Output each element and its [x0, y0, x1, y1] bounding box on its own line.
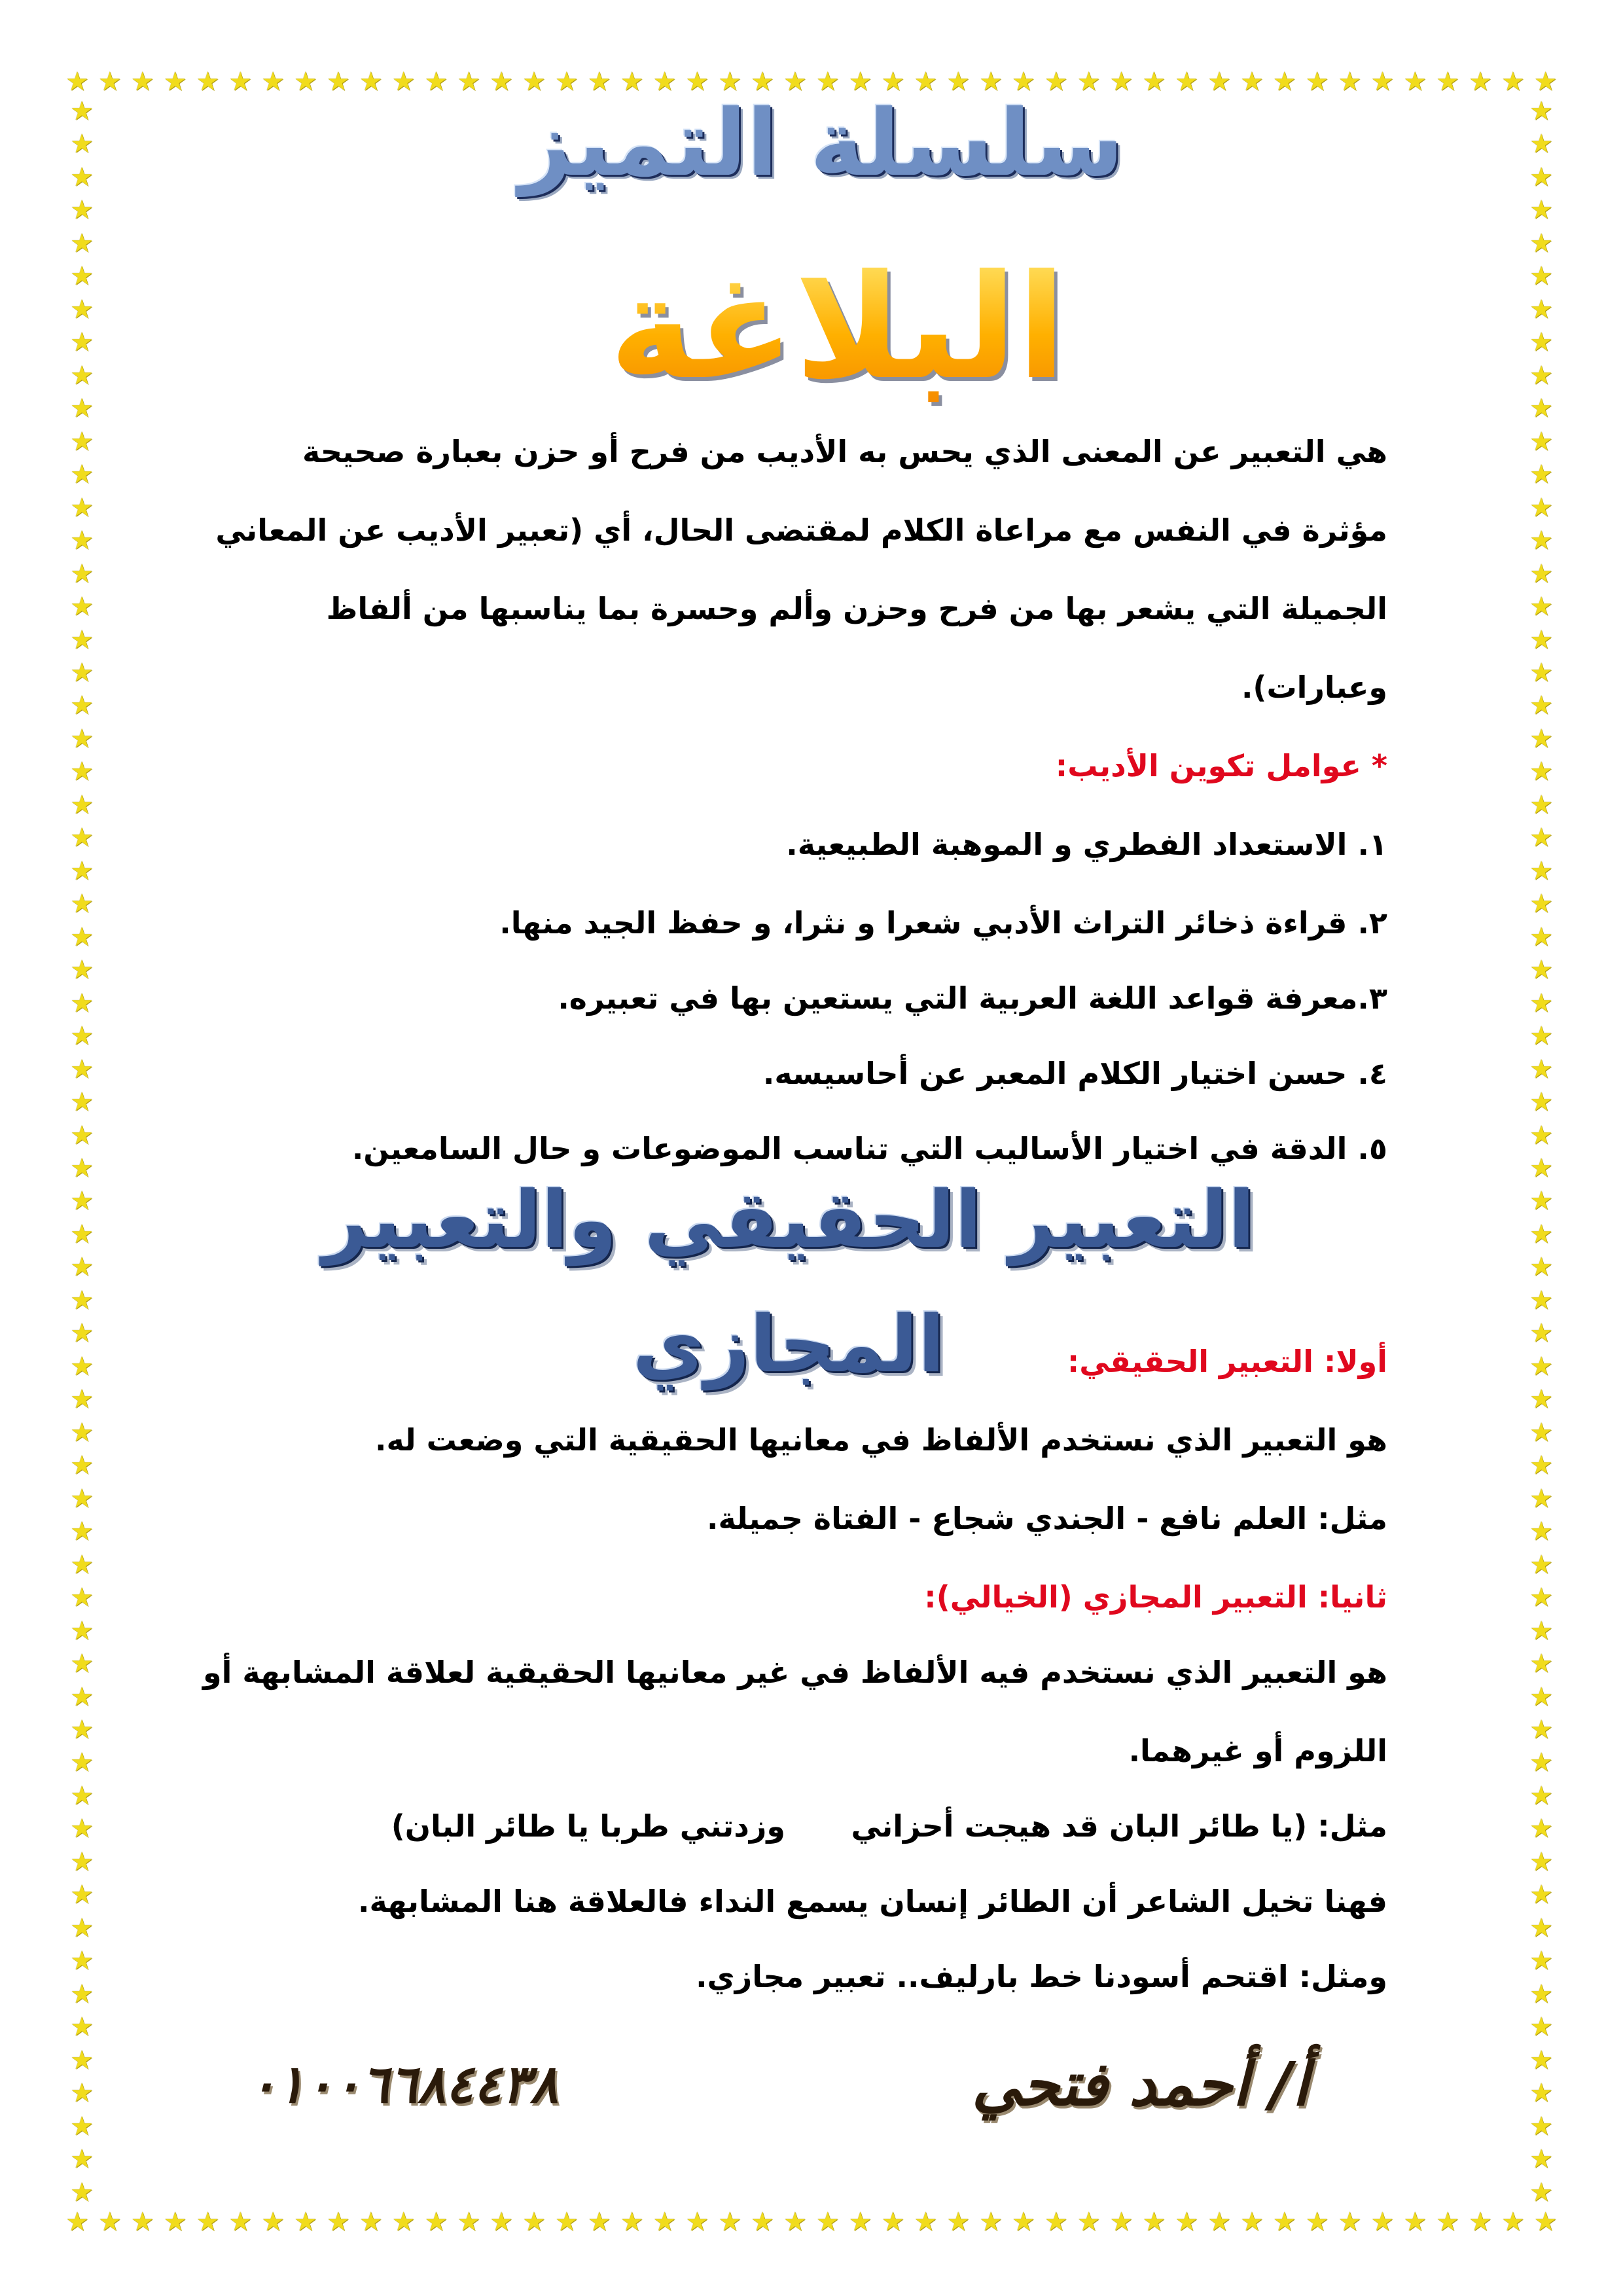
- star-icon: ★: [1529, 1780, 1553, 1811]
- star-icon: ★: [1142, 67, 1166, 97]
- star-icon: ★: [70, 1583, 94, 1613]
- star-icon: ★: [261, 67, 285, 97]
- section-title: التعبير الحقيقي والتعبير المجازي: [322, 1175, 1255, 1390]
- star-icon: ★: [1370, 2207, 1395, 2237]
- star-icon: ★: [1529, 459, 1553, 490]
- star-icon: ★: [815, 2207, 840, 2237]
- star-icon: ★: [70, 1880, 94, 1910]
- star-icon: ★: [1529, 657, 1553, 688]
- star-icon: ★: [1529, 1285, 1553, 1316]
- star-icon: ★: [946, 67, 971, 97]
- star-icon: ★: [70, 1780, 94, 1811]
- star-icon: ★: [881, 2207, 905, 2237]
- star-icon: ★: [70, 1087, 94, 1118]
- star-icon: ★: [1529, 526, 1553, 556]
- star-icon: ★: [490, 2207, 514, 2237]
- star-icon: ★: [70, 2177, 94, 2208]
- star-icon: ★: [70, 1186, 94, 1217]
- star-icon: ★: [70, 855, 94, 886]
- star-icon: ★: [1529, 492, 1553, 523]
- document-page: [151, 92, 1472, 2206]
- star-icon: ★: [1109, 67, 1133, 97]
- star-icon: ★: [1533, 2207, 1558, 2237]
- star-icon: ★: [1529, 723, 1553, 754]
- star-icon: ★: [70, 1549, 94, 1580]
- star-icon: ★: [1529, 823, 1553, 853]
- star-icon: ★: [1077, 67, 1101, 97]
- star-icon: ★: [98, 67, 122, 97]
- star-icon: ★: [1529, 1814, 1553, 1844]
- star-icon: ★: [70, 988, 94, 1018]
- star-icon: ★: [1529, 1351, 1553, 1382]
- star-icon: ★: [1529, 1087, 1553, 1118]
- star-icon: ★: [70, 1483, 94, 1514]
- star-icon: ★: [1529, 1681, 1553, 1712]
- star-icon: ★: [1529, 1912, 1553, 1943]
- star-icon: ★: [326, 2207, 350, 2237]
- star-icon: ★: [1109, 2207, 1133, 2237]
- figurative-example-2: ومثل: اقتحم أسودنا خط بارليف.. تعبير مجازي.: [696, 1959, 1387, 1994]
- star-icon: ★: [424, 2207, 448, 2237]
- star-icon: ★: [751, 67, 774, 97]
- star-icon: ★: [70, 1979, 94, 2009]
- figurative-definition-line-1: هو التعبير الذي نستخدم فيه الألفاظ في غير معانيها الحقيقية لعلاقة المشابهة أو: [203, 1655, 1387, 1690]
- star-icon: ★: [1529, 1417, 1553, 1448]
- star-icon: ★: [1529, 1021, 1553, 1052]
- definition-line-4: وعبارات).: [1241, 670, 1387, 705]
- star-icon: ★: [1529, 1880, 1553, 1910]
- star-icon: ★: [98, 2207, 122, 2237]
- star-icon: ★: [163, 2207, 187, 2237]
- star-icon: ★: [1175, 2207, 1199, 2237]
- star-icon: ★: [70, 823, 94, 853]
- star-icon: ★: [1529, 1252, 1553, 1283]
- star-icon: ★: [1468, 67, 1492, 97]
- star-icon: ★: [261, 2207, 285, 2237]
- star-icon: ★: [196, 2207, 220, 2237]
- star-icon: ★: [70, 1748, 94, 1778]
- star-icon: ★: [70, 1021, 94, 1052]
- star-icon: ★: [1370, 67, 1395, 97]
- star-icon: ★: [70, 2045, 94, 2075]
- star-icon: ★: [326, 67, 350, 97]
- star-icon: ★: [1529, 1120, 1553, 1151]
- star-icon: ★: [1501, 2207, 1525, 2237]
- star-icon: ★: [1207, 67, 1231, 97]
- star-icon: ★: [685, 67, 709, 97]
- star-icon: ★: [70, 1252, 94, 1283]
- star-icon: ★: [70, 492, 94, 523]
- star-icon: ★: [620, 2207, 644, 2237]
- star-icon: ★: [522, 2207, 546, 2237]
- star-icon: ★: [65, 2207, 89, 2237]
- star-icon: ★: [848, 2207, 872, 2237]
- star-icon: ★: [70, 1153, 94, 1183]
- star-icon: ★: [65, 67, 89, 97]
- star-icon: ★: [554, 2207, 579, 2237]
- star-icon: ★: [70, 1450, 94, 1481]
- star-icon: ★: [1529, 195, 1553, 226]
- star-icon: ★: [70, 393, 94, 424]
- star-icon: ★: [1529, 1516, 1553, 1547]
- star-icon: ★: [70, 691, 94, 721]
- star-icon: ★: [130, 2207, 154, 2237]
- star-icon: ★: [1529, 2177, 1553, 2208]
- star-icon: ★: [70, 624, 94, 655]
- star-icon: ★: [294, 2207, 317, 2237]
- star-icon: ★: [914, 67, 938, 97]
- star-icon: ★: [457, 67, 481, 97]
- star-icon: ★: [1529, 1219, 1553, 1249]
- star-icon: ★: [424, 67, 448, 97]
- factor-item-5: ٥. الدقة في اختيار الأساليب التي تناسب الموضوعات و حال السامعين.: [351, 1131, 1387, 1166]
- star-icon: ★: [1044, 2207, 1068, 2237]
- star-icon: ★: [1529, 96, 1553, 126]
- star-icon: ★: [1529, 1450, 1553, 1481]
- star-icon: ★: [130, 67, 154, 97]
- figurative-definition-line-2: اللزوم أو غيرهما.: [1128, 1733, 1387, 1768]
- star-icon: ★: [1529, 294, 1553, 325]
- star-icon: ★: [1529, 1583, 1553, 1613]
- star-icon: ★: [979, 67, 1003, 97]
- star-icon: ★: [1529, 1649, 1553, 1679]
- star-icon: ★: [1338, 2207, 1362, 2237]
- star-icon: ★: [1011, 67, 1035, 97]
- literal-example: مثل: العلم نافع - الجندي شجاع - الفتاة جميلة.: [706, 1501, 1387, 1536]
- definition-line-1: هي التعبير عن المعنى الذي يحس به الأديب من فرح أو حزن بعبارة صحيحة: [302, 434, 1387, 469]
- star-icon: ★: [1529, 1846, 1553, 1877]
- star-icon: ★: [1529, 1153, 1553, 1183]
- star-icon: ★: [70, 657, 94, 688]
- star-icon: ★: [70, 1516, 94, 1547]
- star-icon: ★: [1529, 592, 1553, 622]
- star-icon: ★: [70, 1681, 94, 1712]
- star-icon: ★: [1011, 2207, 1035, 2237]
- star-icon: ★: [70, 327, 94, 358]
- star-icon: ★: [457, 2207, 481, 2237]
- star-icon: ★: [70, 1649, 94, 1679]
- star-icon: ★: [1468, 2207, 1492, 2237]
- star-icon: ★: [554, 67, 579, 97]
- definition-line-3: الجميلة التي يشعر بها من فرح وحزن وألم وحسرة بما يناسبها من ألفاظ: [326, 591, 1387, 626]
- star-icon: ★: [1305, 67, 1329, 97]
- star-icon: ★: [1529, 327, 1553, 358]
- star-icon: ★: [881, 67, 905, 97]
- star-icon: ★: [1207, 2207, 1231, 2237]
- star-icon: ★: [70, 261, 94, 292]
- star-icon: ★: [196, 67, 220, 97]
- star-icon: ★: [685, 2207, 709, 2237]
- author-name: أ/ أحمد فتحي: [972, 2049, 1309, 2119]
- star-icon: ★: [70, 2078, 94, 2109]
- star-icon: ★: [228, 2207, 253, 2237]
- star-icon: ★: [70, 162, 94, 192]
- star-icon: ★: [70, 360, 94, 391]
- star-icon: ★: [1529, 1748, 1553, 1778]
- star-icon: ★: [359, 2207, 383, 2237]
- star-icon: ★: [1436, 2207, 1459, 2237]
- literal-definition: هو التعبير الذي نستخدم الألفاظ في معانيها الحقيقية التي وضعت له.: [375, 1422, 1387, 1458]
- star-icon: ★: [70, 1814, 94, 1844]
- star-icon: ★: [1529, 624, 1553, 655]
- star-icon: ★: [1529, 922, 1553, 952]
- star-icon: ★: [783, 2207, 807, 2237]
- figurative-example-verse-part-1: مثل: (يا طائر البان قد هيجت أحزاني: [851, 1808, 1387, 1844]
- star-icon: ★: [70, 1714, 94, 1745]
- star-icon: ★: [70, 1054, 94, 1085]
- star-icon: ★: [70, 592, 94, 622]
- star-icon: ★: [1529, 393, 1553, 424]
- star-icon: ★: [652, 67, 677, 97]
- star-icon: ★: [1529, 2078, 1553, 2109]
- star-icon: ★: [70, 955, 94, 986]
- star-icon: ★: [70, 1912, 94, 1943]
- star-icon: ★: [1338, 67, 1362, 97]
- star-icon: ★: [70, 1384, 94, 1415]
- star-icon: ★: [70, 426, 94, 457]
- star-icon: ★: [946, 2207, 971, 2237]
- star-icon: ★: [1529, 1714, 1553, 1745]
- star-icon: ★: [70, 526, 94, 556]
- star-icon: ★: [70, 558, 94, 589]
- star-icon: ★: [1175, 67, 1199, 97]
- star-icon: ★: [1240, 2207, 1264, 2237]
- star-icon: ★: [70, 96, 94, 126]
- star-icon: ★: [1403, 67, 1427, 97]
- star-icon: ★: [70, 789, 94, 820]
- star-border-right: [1525, 98, 1558, 2206]
- star-icon: ★: [1529, 129, 1553, 160]
- star-icon: ★: [1501, 67, 1525, 97]
- star-icon: ★: [1077, 2207, 1101, 2237]
- factor-item-2: ٢. قراءة ذخائر التراث الأدبي شعرا و نثرا، و حفظ الجيد منها.: [499, 905, 1387, 941]
- star-icon: ★: [1529, 558, 1553, 589]
- star-icon: ★: [70, 2012, 94, 2043]
- star-icon: ★: [1529, 228, 1553, 259]
- star-icon: ★: [70, 294, 94, 325]
- star-icon: ★: [1436, 67, 1459, 97]
- star-icon: ★: [1529, 988, 1553, 1018]
- star-icon: ★: [914, 2207, 938, 2237]
- star-icon: ★: [1529, 162, 1553, 192]
- star-icon: ★: [1272, 2207, 1296, 2237]
- star-icon: ★: [1529, 955, 1553, 986]
- star-icon: ★: [1529, 2144, 1553, 2175]
- star-icon: ★: [1529, 1318, 1553, 1349]
- figurative-heading: ثانيا: التعبير المجازي (الخيالي):: [924, 1579, 1387, 1615]
- star-icon: ★: [1529, 889, 1553, 920]
- figurative-example-verse-part-2: وزدتني طربا يا طائر البان): [391, 1808, 785, 1844]
- star-icon: ★: [1529, 2045, 1553, 2075]
- star-icon: ★: [70, 459, 94, 490]
- star-icon: ★: [1529, 789, 1553, 820]
- star-icon: ★: [1529, 1946, 1553, 1977]
- series-title: سلسلة التميز: [519, 90, 1124, 197]
- star-icon: ★: [1529, 1615, 1553, 1646]
- star-icon: ★: [1529, 1054, 1553, 1085]
- star-icon: ★: [70, 723, 94, 754]
- star-icon: ★: [620, 67, 644, 97]
- star-icon: ★: [1529, 360, 1553, 391]
- star-icon: ★: [359, 67, 383, 97]
- star-icon: ★: [70, 2144, 94, 2175]
- star-icon: ★: [163, 67, 187, 97]
- star-icon: ★: [1403, 2207, 1427, 2237]
- subject-title: البلاغة: [412, 249, 1263, 406]
- star-icon: ★: [391, 2207, 416, 2237]
- star-icon: ★: [848, 67, 872, 97]
- factor-item-3: ٣.معرفة قواعد اللغة العربية التي يستعين بها في تعبيره.: [558, 980, 1387, 1016]
- star-icon: ★: [70, 228, 94, 259]
- star-icon: ★: [70, 1417, 94, 1448]
- star-icon: ★: [294, 67, 317, 97]
- star-icon: ★: [1272, 67, 1296, 97]
- star-icon: ★: [1529, 2012, 1553, 2043]
- star-icon: ★: [979, 2207, 1003, 2237]
- star-icon: ★: [718, 67, 742, 97]
- factors-heading: * عوامل تكوين الأديب:: [1055, 748, 1387, 783]
- star-icon: ★: [70, 1351, 94, 1382]
- figurative-explanation: فهنا تخيل الشاعر أن الطائر إنسان يسمع النداء فالعلاقة هنا المشابهة.: [357, 1884, 1387, 1919]
- star-icon: ★: [652, 2207, 677, 2237]
- star-icon: ★: [70, 922, 94, 952]
- star-icon: ★: [587, 2207, 611, 2237]
- star-icon: ★: [1305, 2207, 1329, 2237]
- star-icon: ★: [70, 1846, 94, 1877]
- star-icon: ★: [1044, 67, 1068, 97]
- star-icon: ★: [1240, 67, 1264, 97]
- star-icon: ★: [1529, 2111, 1553, 2142]
- star-icon: ★: [1529, 1186, 1553, 1217]
- star-icon: ★: [1529, 691, 1553, 721]
- star-icon: ★: [70, 1120, 94, 1151]
- star-icon: ★: [1529, 1979, 1553, 2009]
- star-icon: ★: [228, 67, 253, 97]
- star-icon: ★: [1529, 855, 1553, 886]
- star-icon: ★: [718, 2207, 742, 2237]
- factor-item-1: ١. الاستعداد الفطري و الموهبة الطبيعية.: [786, 827, 1387, 862]
- star-icon: ★: [70, 1318, 94, 1349]
- star-icon: ★: [391, 67, 416, 97]
- star-icon: ★: [1142, 2207, 1166, 2237]
- definition-line-2: مؤثرة في النفس مع مراعاة الكلام لمقتضى الحال، أي (تعبير الأديب عن المعاني: [215, 512, 1387, 548]
- factor-item-4: ٤. حسن اختيار الكلام المعبر عن أحاسيسه.: [762, 1056, 1387, 1091]
- star-icon: ★: [70, 1219, 94, 1249]
- star-icon: ★: [1533, 67, 1558, 97]
- star-icon: ★: [522, 67, 546, 97]
- star-border-left: [65, 98, 98, 2206]
- star-icon: ★: [815, 67, 840, 97]
- star-icon: ★: [490, 67, 514, 97]
- star-icon: ★: [751, 2207, 774, 2237]
- star-icon: ★: [70, 889, 94, 920]
- star-icon: ★: [70, 1285, 94, 1316]
- star-icon: ★: [587, 67, 611, 97]
- star-icon: ★: [70, 129, 94, 160]
- star-icon: ★: [1529, 261, 1553, 292]
- author-phone: ٠١٠٠٦٦٨٤٤٣٨: [249, 2054, 558, 2115]
- star-icon: ★: [1529, 1483, 1553, 1514]
- star-icon: ★: [70, 195, 94, 226]
- star-border-bottom: [65, 2206, 1558, 2238]
- literal-heading: أولا: التعبير الحقيقي:: [1067, 1344, 1387, 1379]
- star-icon: ★: [70, 1615, 94, 1646]
- star-icon: ★: [70, 757, 94, 787]
- star-icon: ★: [1529, 1549, 1553, 1580]
- star-icon: ★: [1529, 426, 1553, 457]
- star-icon: ★: [783, 67, 807, 97]
- star-icon: ★: [1529, 1384, 1553, 1415]
- star-icon: ★: [70, 1946, 94, 1977]
- star-icon: ★: [70, 2111, 94, 2142]
- star-icon: ★: [1529, 757, 1553, 787]
